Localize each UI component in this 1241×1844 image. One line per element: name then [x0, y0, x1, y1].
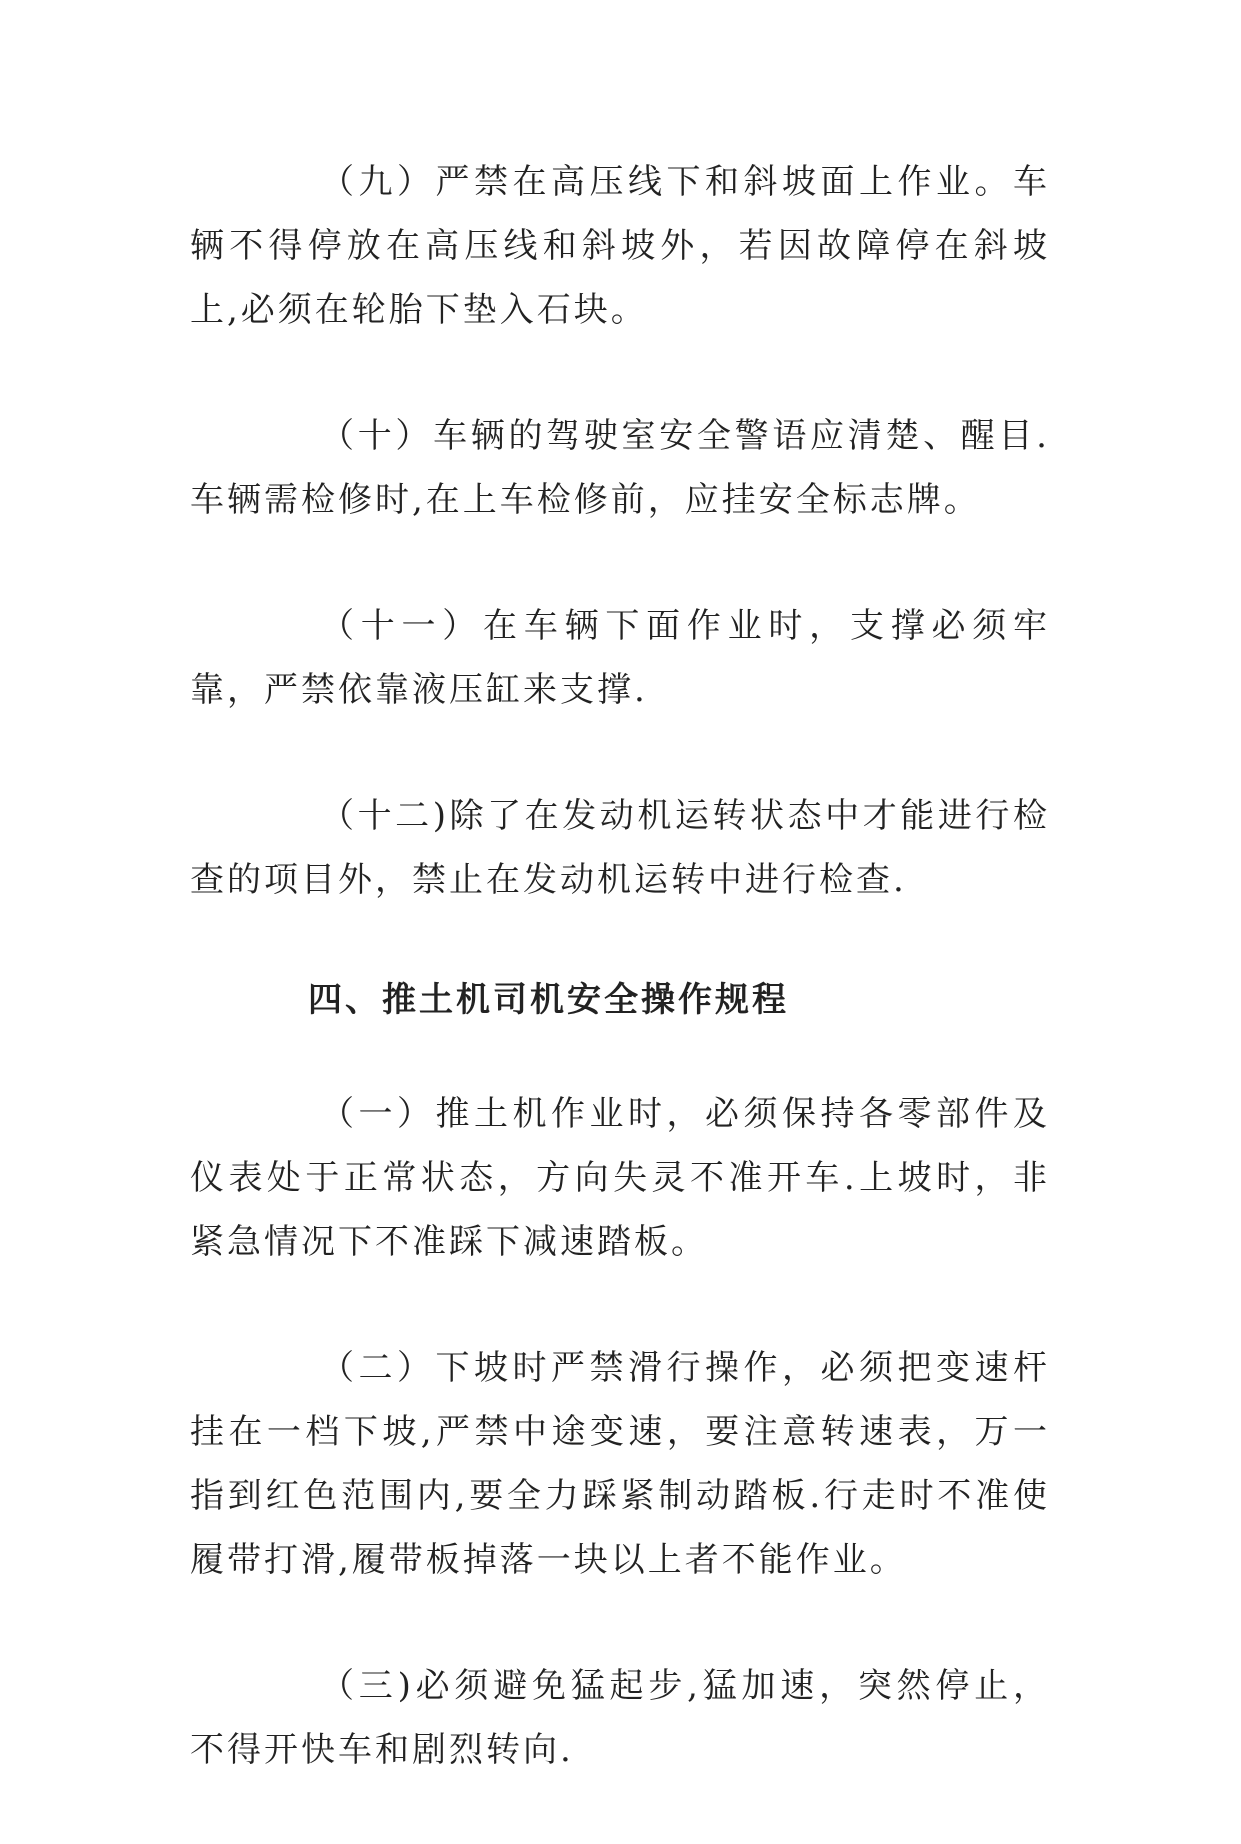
section-paragraph-3: （三)必须避免猛起步,猛加速，突然停止，不得开快车和剧烈转向.	[190, 1666, 1050, 1770]
section-heading: 四、推土机司机安全操作规程	[308, 980, 789, 1020]
paragraph-12: （十二)除了在发动机运转状态中才能进行检查的项目外，禁止在发动机运转中进行检查.	[190, 796, 1050, 900]
paragraph-11: （十一）在车辆下面作业时，支撑必须牢靠，严禁依靠液压缸来支撑.	[190, 606, 1050, 710]
paragraph-9: （九）严禁在高压线下和斜坡面上作业。车辆不得停放在高压线和斜坡外，若因故障停在斜坡上,必须在轮胎下垫入石块。	[190, 162, 1050, 330]
section-paragraph-1: （一）推土机作业时，必须保持各零部件及仪表处于正常状态，方向失灵不准开车.上坡时，非紧急情况下不准踩下减速踏板。	[190, 1094, 1050, 1262]
section-paragraph-2: （二）下坡时严禁滑行操作，必须把变速杆挂在一档下坡,严禁中途变速，要注意转速表，万一指到红色范围内,要全力踩紧制动踏板.行走时不准使履带打滑,履带板掉落一块以上者不能作业。	[190, 1348, 1050, 1580]
document-body	[190, 150, 1050, 1844]
paragraph-10: （十）车辆的驾驶室安全警语应清楚、醒目.车辆需检修时,在上车检修前，应挂安全标志牌。	[190, 416, 1050, 520]
